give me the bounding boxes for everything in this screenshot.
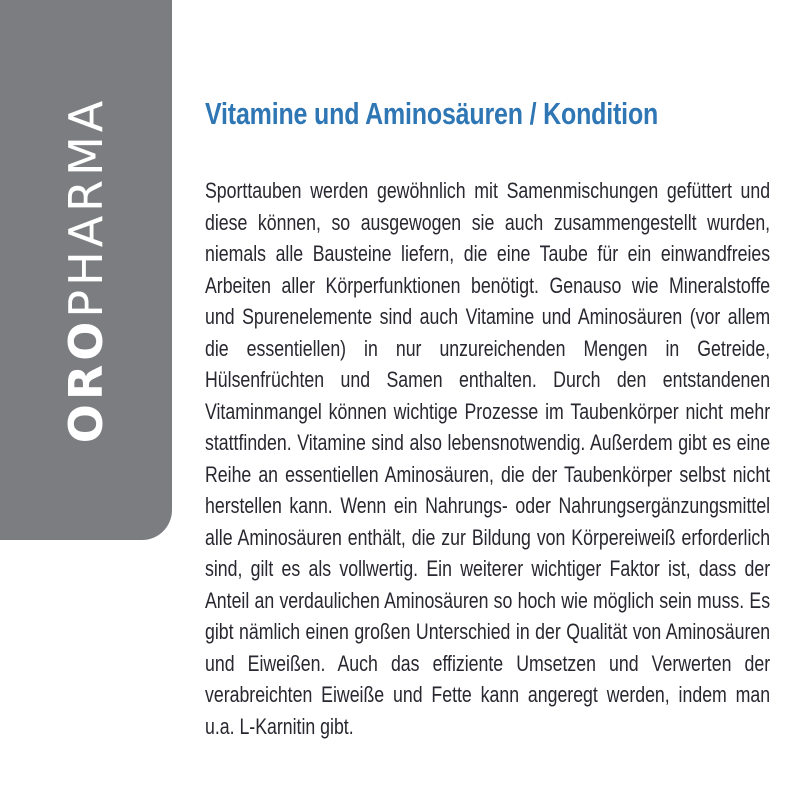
- brand-logo: [59, 96, 113, 444]
- brand-logo-light-part: PHARMA: [59, 96, 113, 318]
- brand-sidebar: [0, 0, 172, 540]
- page-title: Vitamine und Aminosäuren / Kondition: [205, 96, 659, 131]
- body-paragraph: Sporttauben werden gewöhnlich mit Samenmischungen gefüttert und diese können, so ausgewogen sie auch zusammengestellt wurden, niemals alle Bausteine liefern, die eine Taube für ein einwandfreies Arbeiten aller Körperfunktionen benötigt. Genauso wie Mineralstoffe und Spurenelemente sind auch Vitamine und Aminosäuren (vor allem die essentiellen) in nur unzureichenden Mengen in Getreide, Hülsenfrüchten und Samen enthalten. Durch den entstandenen Vitaminmangel können wichtige Prozesse im Taubenkörper nicht mehr stattfinden. Vitamine sind also lebensnotwendig. Außerdem gibt es eine Reihe an essentiellen Aminosäuren, die der Taubenkörper selbst nicht herstellen kann. Wenn ein Nahrungs- oder Nahrungsergänzungsmittel alle Aminosäuren enthält, die zur Bildung von Körpereiweiß erforderlich sind, gilt es als vollwertig. Ein weiterer wichtiger Faktor ist, dass der Anteil an verdaulichen Aminosäuren so hoch wie möglich sein muss. Es gibt nämlich einen großen Unterschied in der Qualität von Aminosäuren und Eiweißen. Auch das effiziente Umsetzen und Verwerten der verabreichten Eiweiße und Fette kann angeregt werden, indem man u.a. L-Karnitin gibt.: [205, 178, 771, 739]
- brand-logo-bold-part: ORO: [59, 317, 113, 444]
- article: [205, 97, 770, 742]
